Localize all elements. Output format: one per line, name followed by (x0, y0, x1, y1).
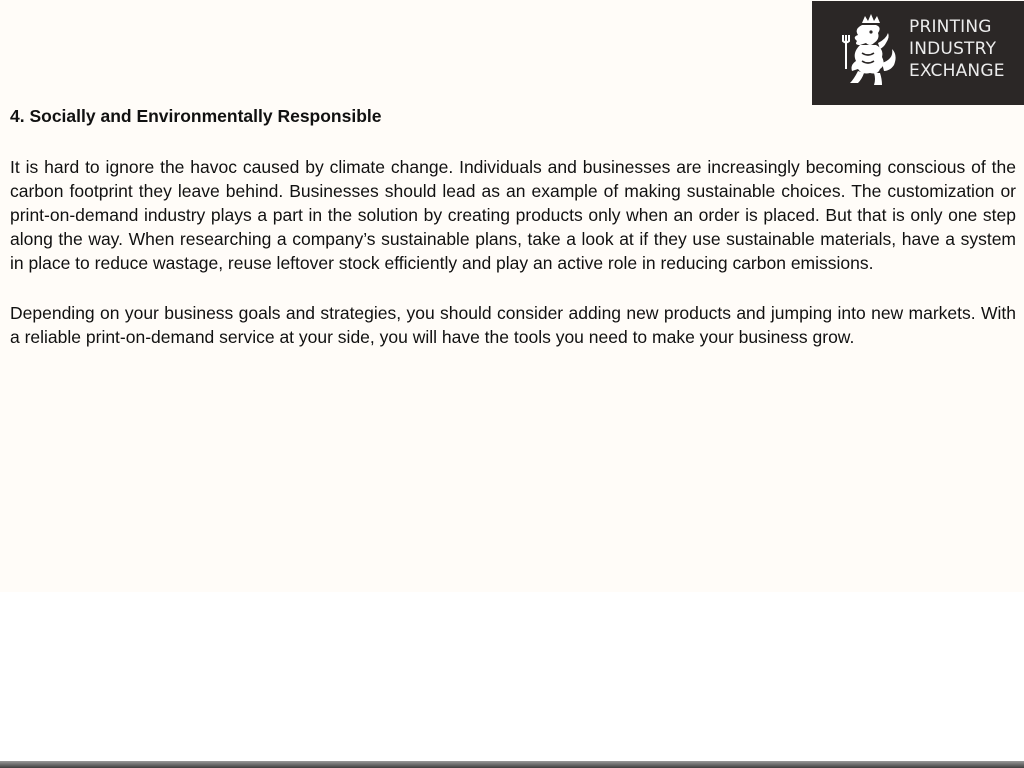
body-paragraph: It is hard to ignore the havoc caused by climate change. Individuals and businesses are increasingly becoming conscious of the carbon footprint they leave behind. Businesses should lead as an example of making sustainable choices. The customization or print-on-demand industry plays a part in the solution by creating products only when an order is placed. But that is only one step along the way. When researching a company’s sustainable plans, take a look at if they use sustainable materials, have a system in place to reduce wastage, reuse leftover stock efficiently and play an active role in reducing carbon emissions. (10, 157, 1016, 273)
article-section (10, 104, 1016, 349)
lion-crest-icon (840, 13, 904, 89)
body-paragraph: Depending on your business goals and strategies, you should consider adding new products and jumping into new markets. With a reliable print-on-demand service at your side, you will have the tools you need to make your business grow. (10, 303, 1016, 347)
logo-text-line: EXCHANGE (909, 61, 1005, 81)
brand-logo (812, 1, 1024, 105)
logo-text-line: PRINTING (909, 17, 992, 37)
section-heading: 4. Socially and Environmentally Responsible (10, 106, 382, 126)
logo-wordmark (909, 16, 1005, 82)
bottom-edge-bar (0, 761, 1024, 768)
logo-text-line: INDUSTRY (909, 39, 997, 59)
